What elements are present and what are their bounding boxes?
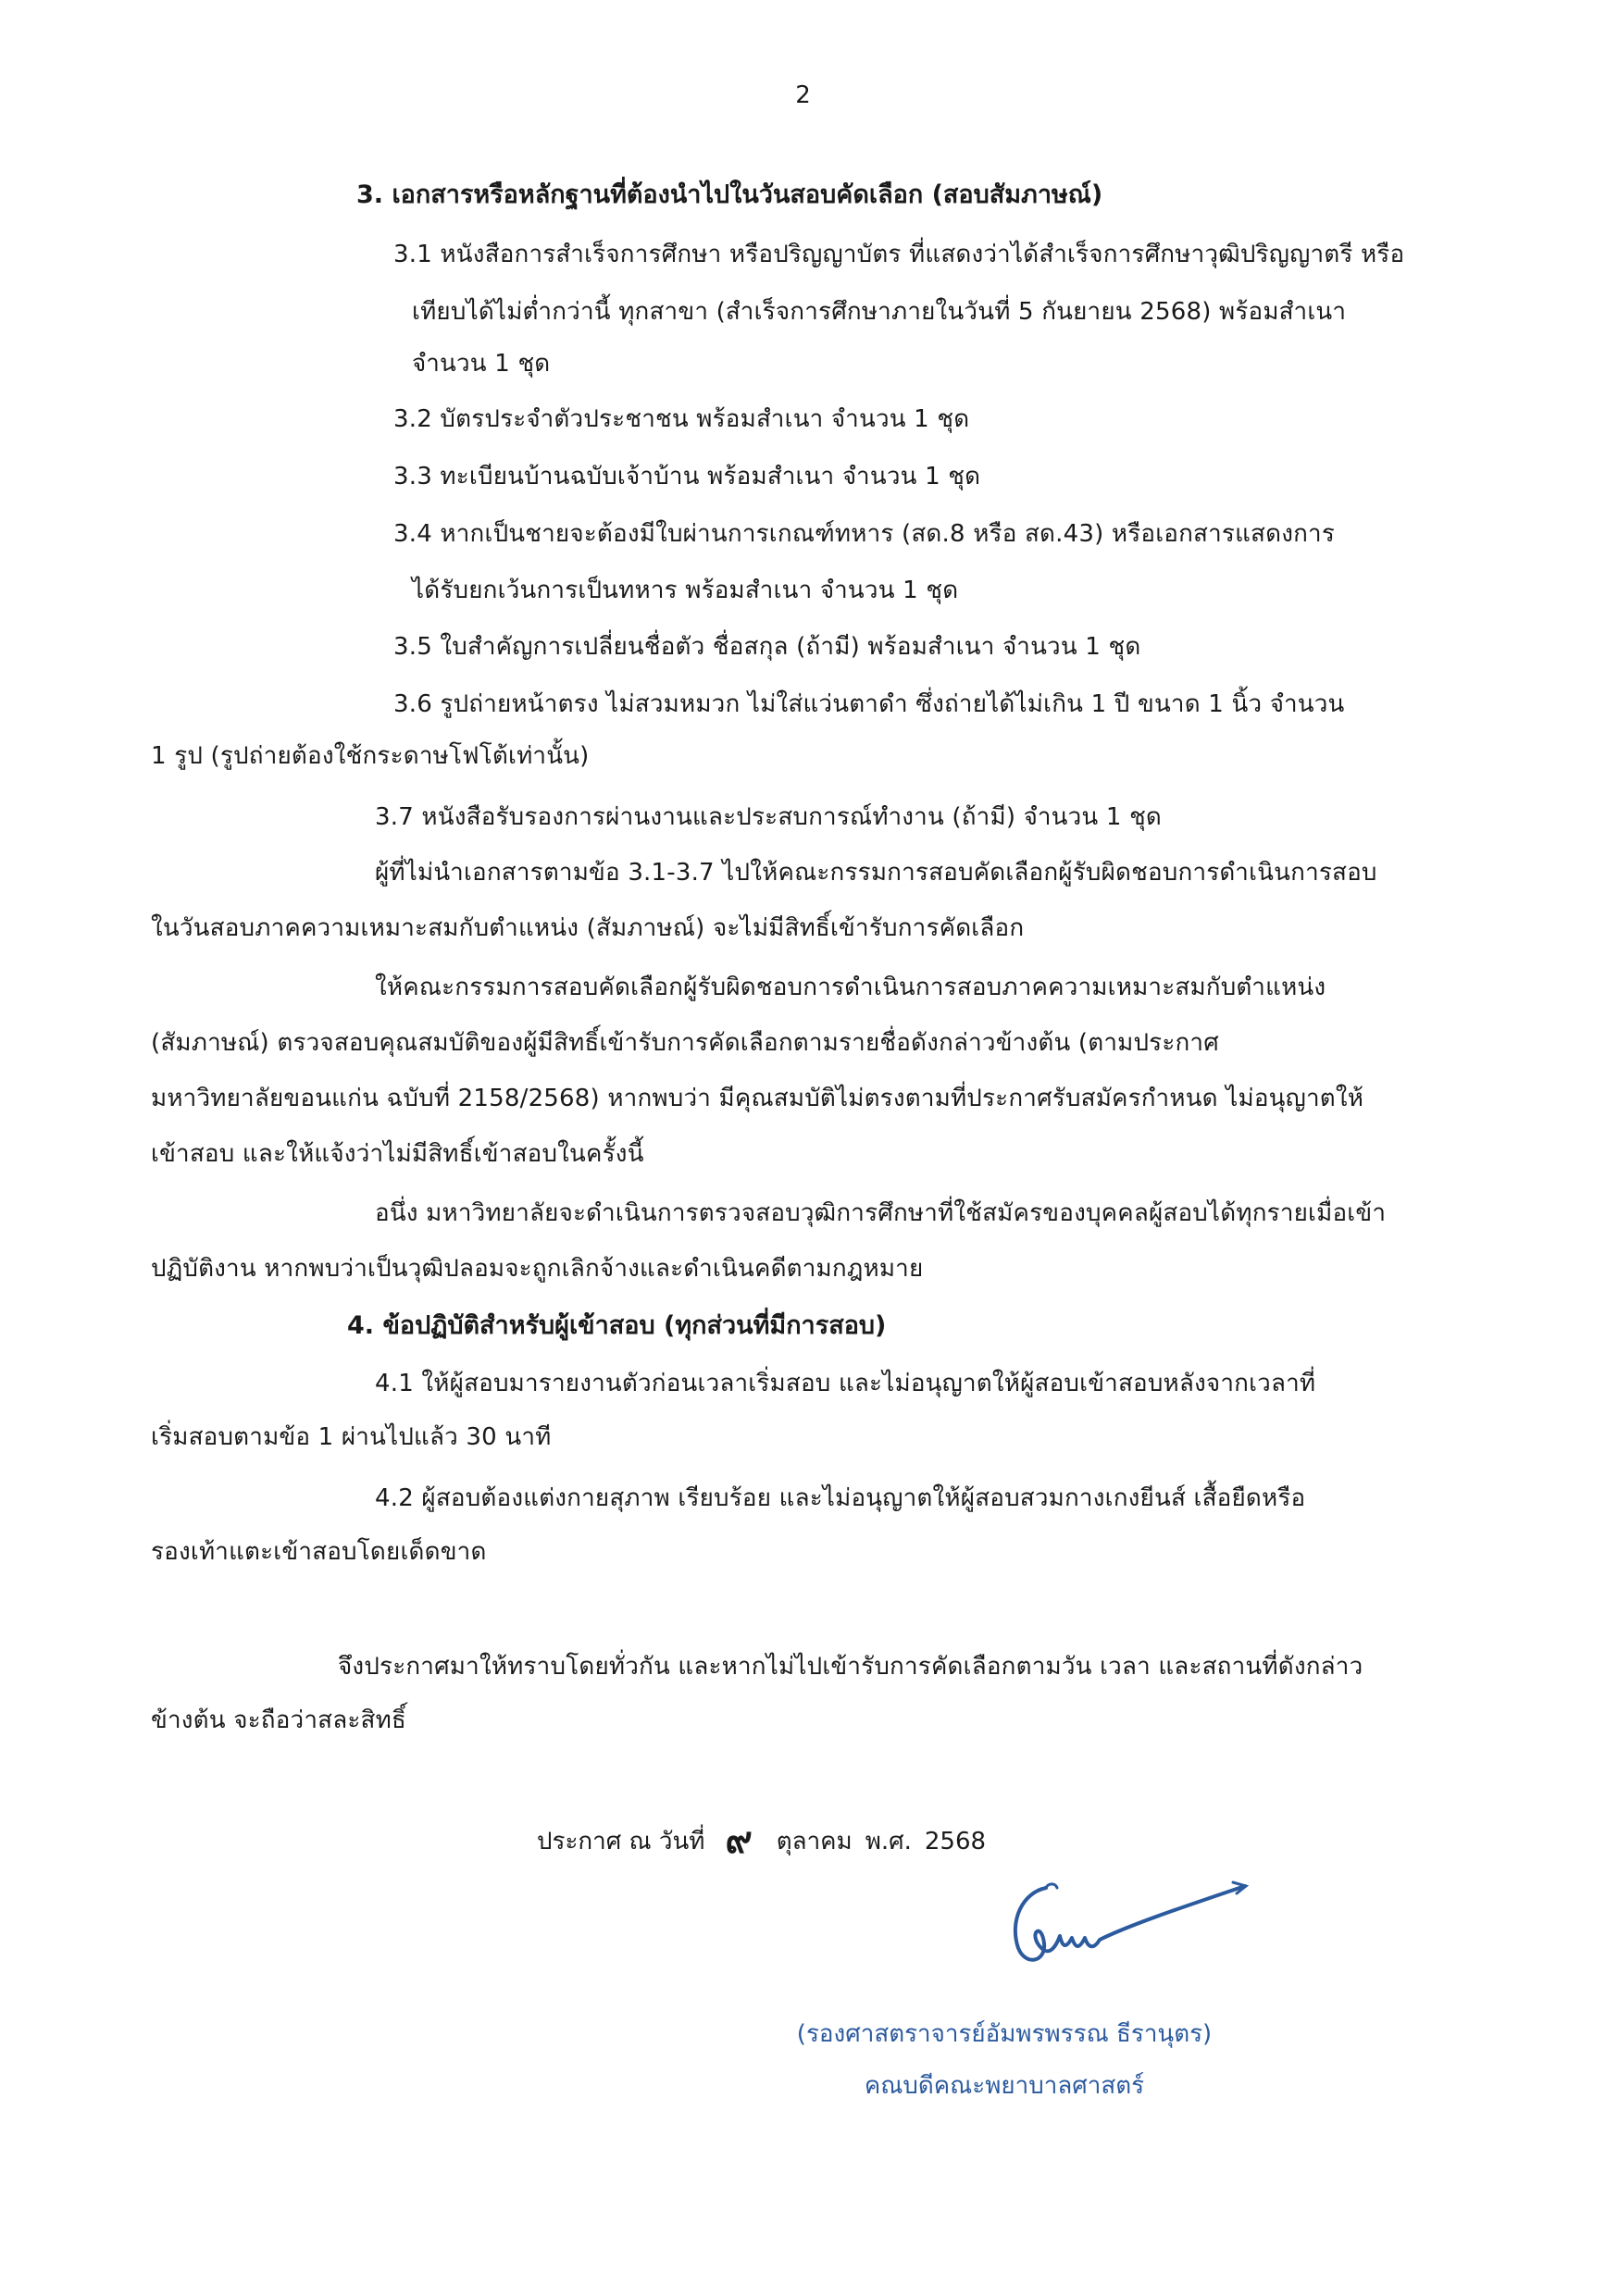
- date-year: 2568: [924, 1828, 987, 1855]
- signer-name: (รองศาสตราจารย์อัมพรพรรณ ธีรานุตร): [796, 2020, 1213, 2048]
- date-prefix: ประกาศ ณ วันที่: [537, 1828, 705, 1855]
- item-4-2-line-2: รองเท้าแตะเข้าสอบโดยเด็ดขาด: [151, 1538, 487, 1566]
- item-4-1-line-1: 4.1 ให้ผู้สอบมารายงานตัวก่อนเวลาเริ่มสอบ และไม่อนุญาตให้ผู้สอบเข้าสอบหลังจากเวลาที่: [375, 1370, 1316, 1397]
- date-era: พ.ศ.: [865, 1828, 912, 1855]
- para-missing-docs-line-2: ในวันสอบภาคความเหมาะสมกับตำแหน่ง (สัมภาษณ์) จะไม่มีสิทธิ์เข้ารับการคัดเลือก: [151, 914, 1025, 942]
- item-3-4-line-2: ได้รับยกเว้นการเป็นทหาร พร้อมสำเนา จำนวน 1 ชุด: [412, 577, 959, 604]
- item-3-1-line-3: จำนวน 1 ชุด: [412, 350, 551, 378]
- item-3-3: 3.3 ทะเบียนบ้านฉบับเจ้าบ้าน พร้อมสำเนา จำนวน 1 ชุด: [393, 463, 981, 490]
- item-3-6-line-2: 1 รูป (รูปถ่ายต้องใช้กระดาษโฟโต้เท่านั้น): [151, 742, 590, 770]
- item-3-1-line-1: 3.1 หนังสือการสำเร็จการศึกษา หรือปริญญาบัตร ที่แสดงว่าได้สำเร็จการศึกษาวุฒิปริญญาตรี หรือ: [393, 241, 1405, 268]
- para-committee-line-3: มหาวิทยาลัยขอนแก่น ฉบับที่ 2158/2568) หากพบว่า มีคุณสมบัติไม่ตรงตามที่ประกาศรับสมัครกำหนด ไม่อนุญาตให้: [151, 1085, 1364, 1112]
- item-3-5: 3.5 ใบสำคัญการเปลี่ยนชื่อตัว ชื่อสกุล (ถ้ามี) พร้อมสำเนา จำนวน 1 ชุด: [393, 633, 1141, 661]
- item-3-1-line-2: เทียบได้ไม่ต่ำกว่านี้ ทุกสาขา (สำเร็จการศึกษาภายในวันที่ 5 กันยายน 2568) พร้อมสำเนา: [412, 298, 1347, 326]
- para-verification-line-1: อนึ่ง มหาวิทยาลัยจะดำเนินการตรวจสอบวุฒิการศึกษาที่ใช้สมัครของบุคคลผู้สอบได้ทุกรายเมื่อเข้า: [375, 1199, 1387, 1227]
- item-4-1-line-2: เริ่มสอบตามข้อ 1 ผ่านไปแล้ว 30 นาที: [151, 1423, 552, 1451]
- page-number: 2: [795, 81, 811, 109]
- section3-heading: 3. เอกสารหรือหลักฐานที่ต้องนำไปในวันสอบคัดเลือก (สอบสัมภาษณ์): [356, 180, 1103, 209]
- closing-line-2: ข้างต้น จะถือว่าสละสิทธิ์: [151, 1706, 406, 1734]
- item-3-2: 3.2 บัตรประจำตัวประชาชน พร้อมสำเนา จำนวน 1 ชุด: [393, 405, 970, 433]
- date-day: ๙: [725, 1819, 753, 1862]
- item-3-7: 3.7 หนังสือรับรองการผ่านงานและประสบการณ์ทำงาน (ถ้ามี) จำนวน 1 ชุด: [375, 803, 1163, 831]
- closing-line-1: จึงประกาศมาให้ทราบโดยทั่วกัน และหากไม่ไปเข้ารับการคัดเลือกตามวัน เวลา และสถานที่ดังกล่าว: [338, 1653, 1363, 1681]
- announcement-date: [537, 1806, 986, 1866]
- item-3-6-line-1: 3.6 รูปถ่ายหน้าตรง ไม่สวมหมวก ไม่ใส่แว่นตาดำ ซึ่งถ่ายได้ไม่เกิน 1 ปี ขนาด 1 นิ้ว จำนวน: [393, 690, 1345, 718]
- date-month: ตุลาคม: [776, 1828, 853, 1855]
- item-3-4-line-1: 3.4 หากเป็นชายจะต้องมีใบผ่านการเกณฑ์ทหาร (สด.8 หรือ สด.43) หรือเอกสารแสดงการ: [393, 520, 1335, 548]
- section4-heading: 4. ข้อปฏิบัติสำหรับผู้เข้าสอบ (ทุกส่วนที่มีการสอบ): [347, 1311, 887, 1340]
- para-committee-line-4: เข้าสอบ และให้แจ้งว่าไม่มีสิทธิ์เข้าสอบในครั้งนี้: [151, 1140, 644, 1168]
- para-committee-line-2: (สัมภาษณ์) ตรวจสอบคุณสมบัติของผู้มีสิทธิ์เข้ารับการคัดเลือกตามรายชื่อดังกล่าวข้างต้น (ตามประกาศ: [151, 1029, 1219, 1057]
- signer-title: คณบดีคณะพยาบาลศาสตร์: [864, 2072, 1145, 2100]
- signature: [990, 1869, 1259, 1999]
- item-4-2-line-1: 4.2 ผู้สอบต้องแต่งกายสุภาพ เรียบร้อย และไม่อนุญาตให้ผู้สอบสวมกางเกงยีนส์ เสื้อยืดหรือ: [375, 1484, 1306, 1512]
- para-verification-line-2: ปฏิบัติงาน หากพบว่าเป็นวุฒิปลอมจะถูกเลิกจ้างและดำเนินคดีตามกฎหมาย: [151, 1255, 924, 1283]
- para-missing-docs-line-1: ผู้ที่ไม่นำเอกสารตามข้อ 3.1-3.7 ไปให้คณะกรรมการสอบคัดเลือกผู้รับผิดชอบการดำเนินการสอบ: [375, 859, 1377, 887]
- para-committee-line-1: ให้คณะกรรมการสอบคัดเลือกผู้รับผิดชอบการดำเนินการสอบภาคความเหมาะสมกับตำแหน่ง: [375, 974, 1326, 1001]
